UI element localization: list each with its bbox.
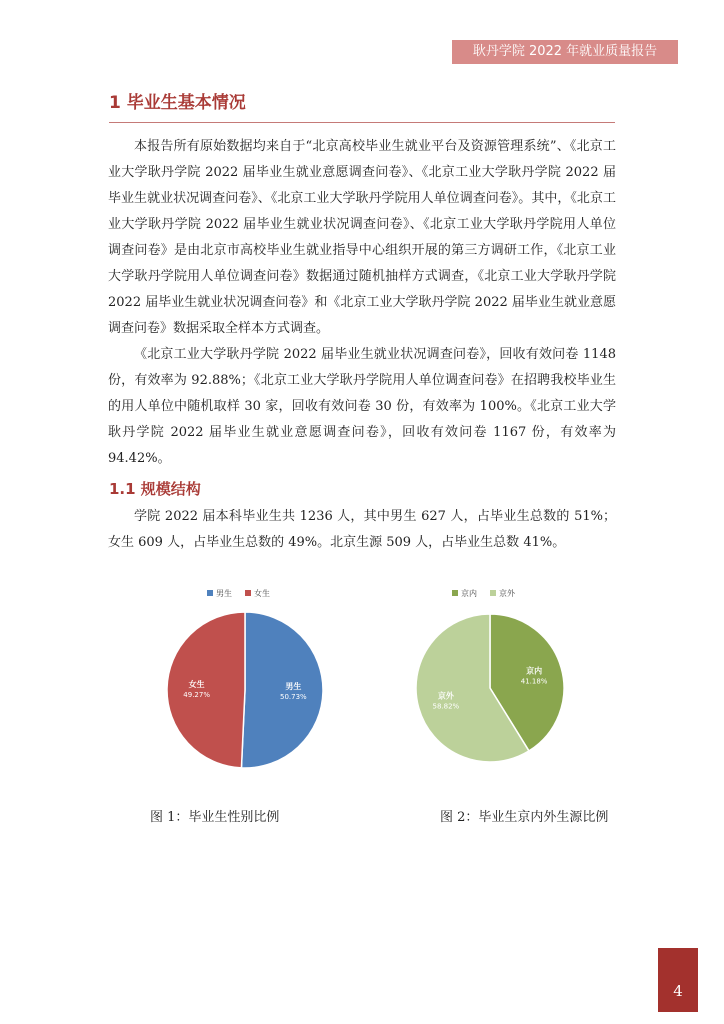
survey-paragraph: 《北京工业大学耿丹学院 2022 届毕业生就业状况调查问卷》，回收有效问卷 1148 份，有效率为 92.88%；《北京工业大学耿丹学院用人单位调查问卷》在招聘我校毕业生的用人单位中随机取样 30 家，回收有效问卷 30 份，有效率为 100%。《北京工业大学耿丹学院 2022 届毕业生就业意愿调查问卷》，回收有效问卷 1167 份，有效率为 94.42%。 xyxy=(108,347,616,466)
slice-category-label-1: 京外 xyxy=(437,691,454,701)
header-banner: 耿丹学院 2022 年就业质量报告 xyxy=(452,40,678,64)
legend-label-1: 京外 xyxy=(499,589,515,598)
section-title: 1 毕业生基本情况 xyxy=(109,93,246,113)
intro-paragraph: 本报告所有原始数据均来自于“北京高校毕业生就业平台及资源管理系统”、《北京工业大学耿丹学院 2022 届毕业生就业意愿调查问卷》、《北京工业大学耿丹学院 2022 届毕业生就业状况调查问卷》、《北京工业大学耿丹学院用人单位调查问卷》。其中，《北京工业大学耿丹学院 2022 届毕业生就业状况调查问卷》、《北京工业大学耿丹学院用人单位调查问卷》是由北京市高校毕业生就业指导中心组织开展的第三方调研工作，《北京工业大学耿丹学院用人单位调查问卷》数据通过随机抽样方式调查，《北京工业大学耿丹学院 2022 届毕业生就业状况调查问卷》和《北京工业大学耿丹学院 2022 届毕业生就业意愿调查问卷》数据采取全样本方式调查。 xyxy=(108,139,616,336)
legend-swatch-1 xyxy=(245,590,251,596)
origin-pie-chart xyxy=(398,584,628,778)
pie-slice-0 xyxy=(241,612,323,768)
figure-2-caption: 图 2：毕业生京内外生源比例 xyxy=(440,810,609,825)
page-number-box xyxy=(658,948,698,1012)
slice-value-label-0: 50.73% xyxy=(279,693,307,702)
legend-label-0: 京内 xyxy=(461,589,477,598)
scale-paragraph: 学院 2022 届本科毕业生共 1236 人，其中男生 627 人，占毕业生总数的 51%；女生 609 人，占毕业生总数的 49%。北京生源 509 人，占毕业生总数 41%。 xyxy=(108,509,616,550)
legend-swatch-1 xyxy=(490,590,496,596)
figure-1-caption: 图 1：毕业生性别比例 xyxy=(150,810,280,825)
title-divider xyxy=(109,122,615,123)
slice-value-label-1: 58.82% xyxy=(432,702,460,711)
slice-category-label-1: 女生 xyxy=(188,679,205,689)
slice-value-label-0: 41.18% xyxy=(520,677,548,686)
legend-swatch-0 xyxy=(207,590,213,596)
subsection-title: 1.1 规模结构 xyxy=(109,480,201,498)
gender-pie-chart xyxy=(132,584,362,778)
legend-swatch-0 xyxy=(452,590,458,596)
legend-label-0: 男生 xyxy=(216,589,232,598)
slice-category-label-0: 男生 xyxy=(285,682,302,692)
slice-value-label-1: 49.27% xyxy=(183,690,211,699)
page-number: 4 xyxy=(673,982,683,1000)
slice-category-label-0: 京内 xyxy=(526,666,543,676)
legend-label-1: 女生 xyxy=(254,589,270,598)
